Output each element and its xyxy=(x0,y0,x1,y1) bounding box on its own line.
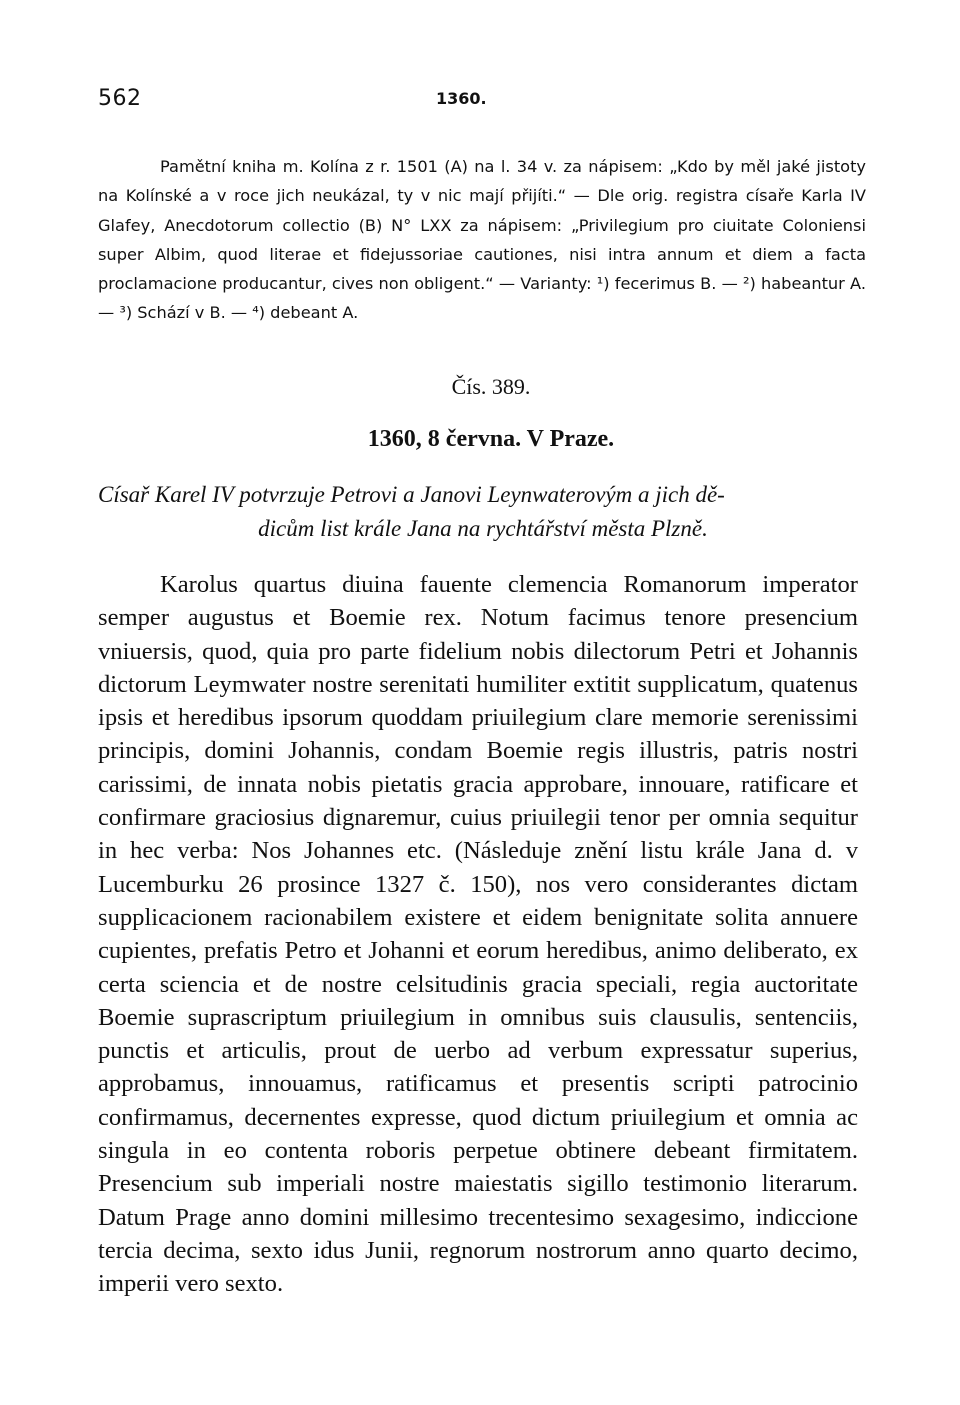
running-head-year: 1360. xyxy=(436,89,487,108)
page-header xyxy=(98,86,858,116)
regest-line-2: dicům list krále Jana na rychtářství města Plzně. xyxy=(258,516,708,541)
regest-line-1: Císař Karel IV potvrzuje Petrovi a Janovi Leynwaterovým a jich dě- xyxy=(98,482,725,507)
source-notes-text: Pamětní kniha m. Kolína z r. 1501 (A) na l. 34 v. za nápisem: „Kdo by měl jaké jistoty na Kolínské a v roce jich neukázal, ty v nic mají přijíti.“ — Dle orig. registra císaře Karla IV Glafey, Anecdotorum collectio (B) N° LXX za nápisem: „Privilegium pro ciuitate Coloniensi super Albim, quod literae et fidejussoriae cautiones, nisi intra annum et diem a facta proclamacione producantur, cives non obligent.“ — Varianty: ¹) fecerimus B. — ²) habeantur A. — ³) Schází v B. — ⁴) debeant A. xyxy=(98,157,866,323)
document-body-text: Karolus quartus diuina fauente clemencia Romanorum imperator semper augustus et Boemie rex. Notum facimus tenore presencium vniuersis, quod, quia pro parte fidelium nobis dilectorum Petri et Johannis dictorum Leymwater nostre serenitati humiliter extitit supplicatum, quatenus ipsis et heredibus ipsorum quoddam priuilegium clare memorie serenissimi principis, domini Johannis, condam Boemie regis illustris, patris nostri carissimi, de innata nobis pietatis gracia approbare, innouare, ratificare et confirmare graciosius dignaremur, cuius priuilegii tenor per omnia sequitur in hec verba: Nos Johannes etc. (Následuje znění listu krále Jana d. v Lucemburku 26 prosince 1327 č. 150), nos vero considerantes dictam supplicacionem racionabilem existere et eidem benignitate solita annuere cupientes, prefatis Petro et Johanni et eorum heredibus, animo deliberato, ex certa sciencia et de nostre celsitudinis gracia speciali, regia auctoritate Boemie suprascriptum priuilegium in omnibus suis clausulis, sentenciis, punctis et articulis, prout de uerbo ad verbum expressatur superius, approbamus, innouamus, ratificamus et presentis scripti patrocinio confirmamus, decernentes expresse, quod dictum priuilegium et omnia ac singula in eo contenta roboris perpetue obtinere debeant firmitatem. Presencium sub imperiali nostre maiestatis sigillo testimonio literarum. Datum Prage anno domini millesimo trecentesimo sexagesimo, indiccione tercia decima, sexto idus Junii, regnorum nostrorum anno quarto decimo, imperii vero sexto. xyxy=(98,571,858,1298)
document-regest xyxy=(98,478,868,546)
page-number: 562 xyxy=(98,86,142,111)
source-notes xyxy=(98,152,866,328)
document-number: Čís. 389. xyxy=(451,374,531,399)
document-date-place: 1360, 8 června. V Praze. xyxy=(367,426,615,452)
